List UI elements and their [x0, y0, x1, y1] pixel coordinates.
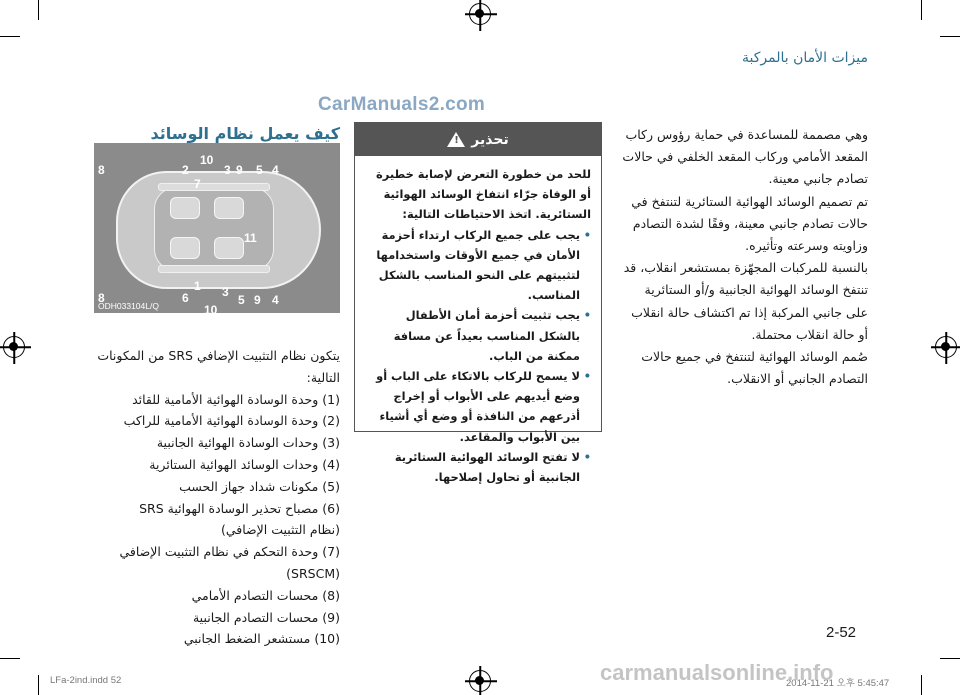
warning-intro: للحد من خطورة التعرض لإصابة خطيرة أو الوفاة جرّاء انتفاخ الوسائد الهوائية الستائرية. اتخذ الاحتياطات التالية: — [376, 167, 591, 222]
watermark-top: CarManuals2.com — [318, 94, 486, 115]
crop-mark — [0, 658, 20, 659]
list-item: (نظام التثبيت الإضافي) — [220, 522, 340, 538]
list-item: (10) مستشعر الضغط الجانبي — [183, 631, 340, 647]
page-number: 2-52 — [826, 624, 857, 641]
callout-number: 8 — [98, 163, 105, 177]
callout-number: 10 — [204, 303, 218, 313]
list-item: (2) وحدة الوسادة الهوائية الأمامية للراكب — [123, 413, 340, 429]
crop-mark — [921, 0, 922, 20]
warning-header — [355, 123, 601, 156]
front-seat-right — [214, 237, 244, 259]
callout-number: 1 — [194, 279, 201, 293]
list-item: (7) وحدة التحكم في نظام التثبيت الإضافي — [119, 544, 340, 560]
crop-mark — [940, 36, 960, 37]
warning-bullet: • لا يسمح للركاب بالاتكاء على الباب أو وضع أيديهم على الأبواب أو إخراج أذرعهم من النافذة أو وضع أي أشياء بين الأبواب والمقاعد. — [367, 366, 591, 447]
list-item: (9) محسات التصادم الجانبية — [192, 609, 340, 625]
warning-title: تحذير — [471, 131, 509, 148]
callout-number: 6 — [182, 291, 189, 305]
list-item: (SRSCM) — [286, 565, 340, 581]
registration-mark-icon — [935, 336, 957, 358]
callout-number: 2 — [182, 163, 189, 177]
paragraph: تم تصميم الوسائد الهوائية الستائرية لتنتفخ في حالات تصادم جانبي معينة، وفقًا لشدة التصادم وزاويته وسرعته وتأثيره. — [631, 193, 868, 254]
callout-number: 3 — [224, 163, 231, 177]
crop-mark — [38, 0, 39, 20]
warning-bullets — [367, 225, 591, 488]
body-text-column — [622, 124, 868, 390]
warning-bullet: • لا تفتح الوسائد الهوائية الستائرية الجانبية أو تحاول إصلاحها. — [367, 447, 591, 487]
list-item: (6) مصباح تحذير الوسادة الهوائية SRS — [139, 500, 340, 516]
slug-file: LFa-2ind.indd 52 — [50, 675, 122, 686]
running-head: ميزات الأمان بالمركبة — [742, 50, 868, 66]
list-item: (8) محسات التصادم الأمامي — [191, 587, 340, 603]
list-intro: يتكون نظام التثبيت الإضافي SRS من المكونات التالية: — [97, 348, 340, 385]
callout-number: 10 — [200, 153, 214, 167]
paragraph: بالنسبة للمركبات المجهّزة بمستشعر انقلاب، قد تنتفخ الوسائد الهوائية الجانبية و/أو الستائرية على جانبي المركبة إذا تم اكتشاف حالة انقلاب أو حالة انقلاب محتملة. — [623, 260, 868, 342]
front-seat-left — [214, 197, 244, 219]
callout-number: 5 — [256, 163, 263, 177]
rear-seat-left — [170, 197, 200, 219]
warning-bullet: • يجب تثبيت أحزمة أمان الأطفال بالشكل المناسب بعيداً عن مسافة ممكنة من الباب. — [367, 305, 591, 366]
section-title: كيف يعمل نظام الوسائد — [150, 124, 340, 143]
rear-seat-right — [170, 237, 200, 259]
callout-number: 3 — [222, 285, 229, 299]
list-item: (3) وحدات الوسادة الهوائية الجانبية — [156, 435, 340, 451]
registration-mark-icon — [3, 336, 25, 358]
registration-mark-icon — [469, 3, 491, 25]
figure-caption: ODH033104L/Q — [98, 301, 159, 311]
warning-body — [355, 156, 601, 493]
callout-number: 5 — [238, 293, 245, 307]
warning-bullet: • يجب على جميع الركاب ارتداء أحزمة الأمان في جميع الأوقات واستخدامها لتثبيتهم على النحو المناسب بالشكل المناسب. — [367, 225, 591, 306]
crop-mark — [38, 675, 39, 695]
system-components-list — [94, 345, 340, 650]
callout-number: 9 — [254, 293, 261, 307]
crop-mark — [921, 675, 922, 695]
callout-number: 4 — [272, 163, 279, 177]
paragraph: وهي مصممة للمساعدة في حماية رؤوس ركاب المقعد الأمامي وركاب المقعد الخلفي في حالات تصادم جانبي معينة. — [622, 127, 868, 187]
callout-number: 8 — [98, 291, 105, 305]
crop-mark — [0, 36, 20, 37]
callout-number: 9 — [236, 163, 243, 177]
list-item: (1) وحدة الوسادة الهوائية الأمامية للقائد — [132, 391, 340, 407]
crop-mark — [940, 658, 960, 659]
airbag-diagram — [94, 143, 340, 313]
registration-mark-icon — [469, 670, 491, 692]
callout-number: 4 — [272, 293, 279, 307]
curtain-airbag-bottom — [158, 265, 270, 273]
list-item: (4) وحدات الوسائد الهوائية الستائرية — [149, 456, 340, 472]
paragraph: صُمم الوسائد الهوائية لتنتفخ في جميع حالات التصادم الجانبي أو الانقلاب. — [641, 349, 868, 387]
warning-triangle-icon: ! — [447, 132, 465, 147]
watermark-bottom: carmanualsonline.info — [600, 660, 834, 685]
warning-box — [354, 122, 602, 485]
callout-number: 7 — [194, 177, 201, 191]
slug-timestamp: 2014-11-21 오후 5:45:47 — [786, 678, 890, 689]
callout-number: 11 — [244, 231, 257, 245]
curtain-airbag-top — [158, 183, 270, 191]
list-item: (5) مكونات شداد جهاز الحسب — [179, 478, 340, 494]
